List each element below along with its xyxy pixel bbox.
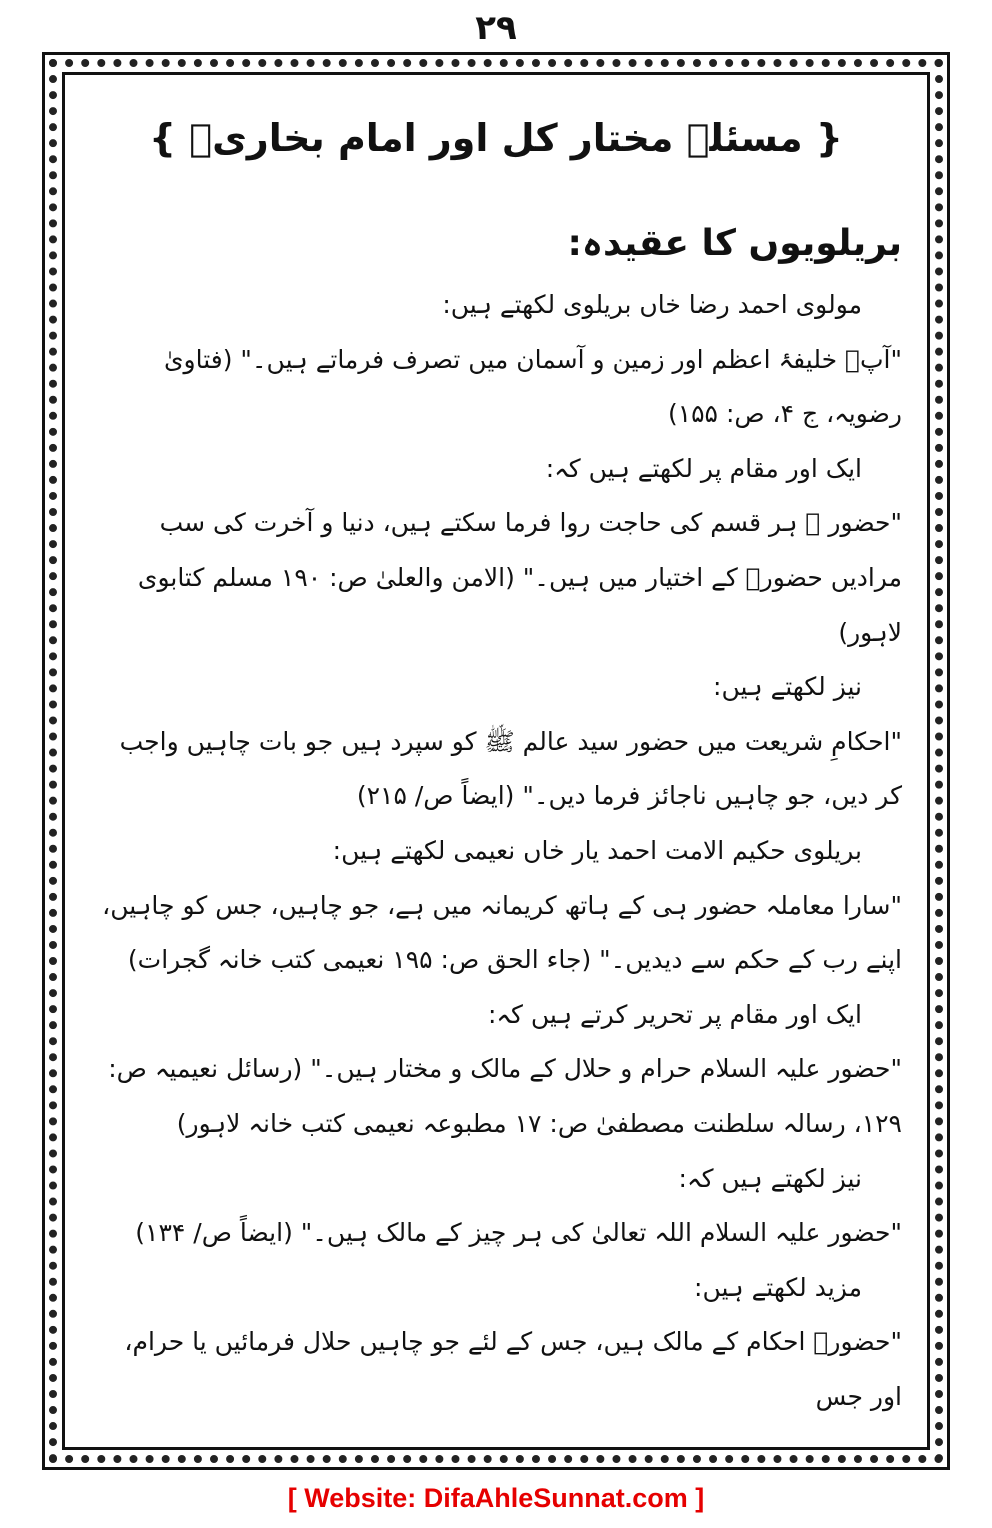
quote-paragraph: "حضور علیہ السلام اللہ تعالیٰ کی ہر چیز کے مالک ہیں۔" (ایضاً ص/ ۱۳۴) <box>135 1218 902 1248</box>
quote-paragraph: "احکامِ شریعت میں حضور سید عالم ﷺ کو سپرد ہیں جو بات چاہیں واجب کر دیں، جو چاہیں ناجائز فرما دیں۔" (ایضاً ص/ ۲۱۵) <box>119 726 902 811</box>
quote-paragraph: "حضور ﷺ ہر قسم کی حاجت روا فرما سکتے ہیں، دنیا و آخرت کی سب مرادیں حضورؐ کے اختیار میں ہیں۔" (الامن والعلیٰ ص: ۱۹۰ مسلم کتابوی لاہور) <box>137 508 902 647</box>
intro-line: نیز لکھتے ہیں کہ: <box>678 1163 862 1193</box>
page-number: ۲۹ <box>475 8 517 48</box>
quote-paragraph: "سارا معاملہ حضور ہی کے ہاتھ کریمانہ میں ہے، جو چاہیں، جس کو چاہیں، اپنے رب کے حکم سے دیدیں۔" (جاء الحق ص: ۱۹۵ نعیمی کتب خانہ گجرات) <box>102 890 902 975</box>
website-footer: [ Website: DifaAhleSunnat.com ] <box>287 1483 705 1513</box>
intro-line: نیز لکھتے ہیں: <box>713 672 862 702</box>
intro-line: بریلوی حکیم الامت احمد یار خاں نعیمی لکھتے ہیں: <box>332 835 862 865</box>
section-heading: بریلویوں کا عقیدہ: <box>567 223 902 264</box>
quote-paragraph: "حضورؐ احکام کے مالک ہیں، جس کے لئے جو چاہیں حلال فرمائیں یا حرام، اور جس <box>124 1327 902 1411</box>
quote-paragraph: "حضور علیہ السلام حرام و حلال کے مالک و مختار ہیں۔" (رسائل نعیمیہ ص: ۱۲۹، رسالہ سلطنت مصطفیٰ ص: ۱۷ مطبوعہ نعیمی کتب خانہ لاہور) <box>108 1054 902 1138</box>
page-title: { مسئلہ مختار کل اور امام بخاریؒ } <box>149 116 843 160</box>
intro-line: مولوی احمد رضا خاں بریلوی لکھتے ہیں: <box>442 290 862 319</box>
quote-paragraph: "آپؐ خلیفۂ اعظم اور زمین و آسمان میں تصرف فرماتے ہیں۔" (فتاویٰ رضویہ، ج ۴، ص: ۱۵۵) <box>163 344 902 429</box>
intro-line: مزید لکھتے ہیں: <box>694 1272 862 1302</box>
intro-line: ایک اور مقام پر تحریر کرتے ہیں کہ: <box>487 999 862 1029</box>
page-content <box>90 100 902 1424</box>
intro-line: ایک اور مقام پر لکھتے ہیں کہ: <box>545 453 862 483</box>
